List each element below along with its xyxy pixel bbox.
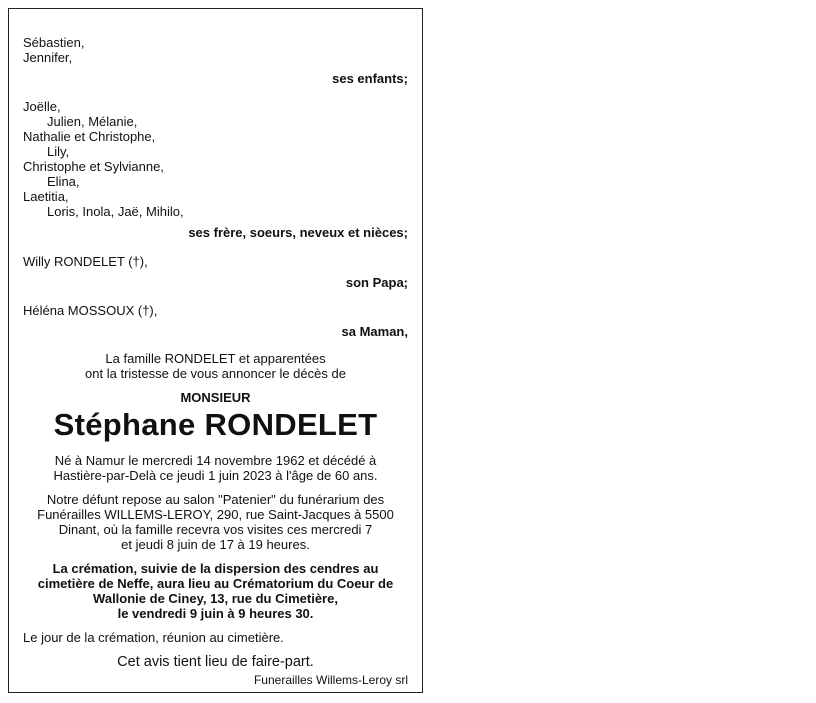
announcement-line: La famille RONDELET et apparentées <box>105 351 326 366</box>
birth-death-line: Né à Namur le mercredi 14 novembre 1962 et décédé à <box>54 453 377 468</box>
cremation-line: La crémation, suivie de la dispersion des cendres au <box>52 561 379 576</box>
child-name: Jennifer, <box>23 50 73 65</box>
sibling-line: Laetitia, <box>23 189 69 204</box>
cremation-line: Wallonie de Ciney, 13, rue du Cimetière, <box>93 591 338 606</box>
visitation-line: Notre défunt repose au salon "Patenier" du funérarium des <box>46 492 385 507</box>
mother-name: Héléna MOSSOUX (†), <box>23 303 158 318</box>
cremation-line: cimetière de Neffe, aura lieu au Crématorium du Coeur de <box>37 576 394 591</box>
reunion-text: Le jour de la crémation, réunion au cimetière. <box>23 630 284 645</box>
children-role: ses enfants; <box>332 71 408 86</box>
child-name: Sébastien, <box>23 35 85 50</box>
visitation-line: Funérailles WILLEMS-LEROY, 290, rue Saint-Jacques à 5500 <box>37 507 394 522</box>
father-role: son Papa; <box>345 275 408 290</box>
deceased-name: Stéphane RONDELET <box>53 407 378 442</box>
mother-role: sa Maman, <box>341 324 408 339</box>
death-notice <box>8 8 423 693</box>
sibling-line: Loris, Inola, Jaë, Mihilo, <box>47 204 184 219</box>
deceased-title: MONSIEUR <box>180 390 251 405</box>
funeral-home-credit: Funerailles Willems-Leroy srl <box>253 673 408 687</box>
sibling-line: Lily, <box>47 144 70 159</box>
visitation-line: et jeudi 8 juin de 17 à 19 heures. <box>121 537 310 552</box>
sibling-line: Joëlle, <box>23 99 61 114</box>
sibling-line: Christophe et Sylvianne, <box>23 159 164 174</box>
siblings-role: ses frère, soeurs, neveux et nièces; <box>188 225 408 240</box>
closing-text: Cet avis tient lieu de faire-part. <box>117 654 314 670</box>
cremation-line: le vendredi 9 juin à 9 heures 30. <box>117 606 314 621</box>
sibling-line: Julien, Mélanie, <box>47 114 138 129</box>
sibling-line: Nathalie et Christophe, <box>23 129 156 144</box>
birth-death-line: Hastière-par-Delà ce jeudi 1 juin 2023 à l'âge de 60 ans. <box>53 468 378 483</box>
announcement-line: ont la tristesse de vous annoncer le décès de <box>85 366 346 381</box>
father-name: Willy RONDELET (†), <box>23 254 148 269</box>
visitation-line: Dinant, où la famille recevra vos visites ces mercredi 7 <box>58 522 373 537</box>
sibling-line: Elina, <box>47 174 80 189</box>
